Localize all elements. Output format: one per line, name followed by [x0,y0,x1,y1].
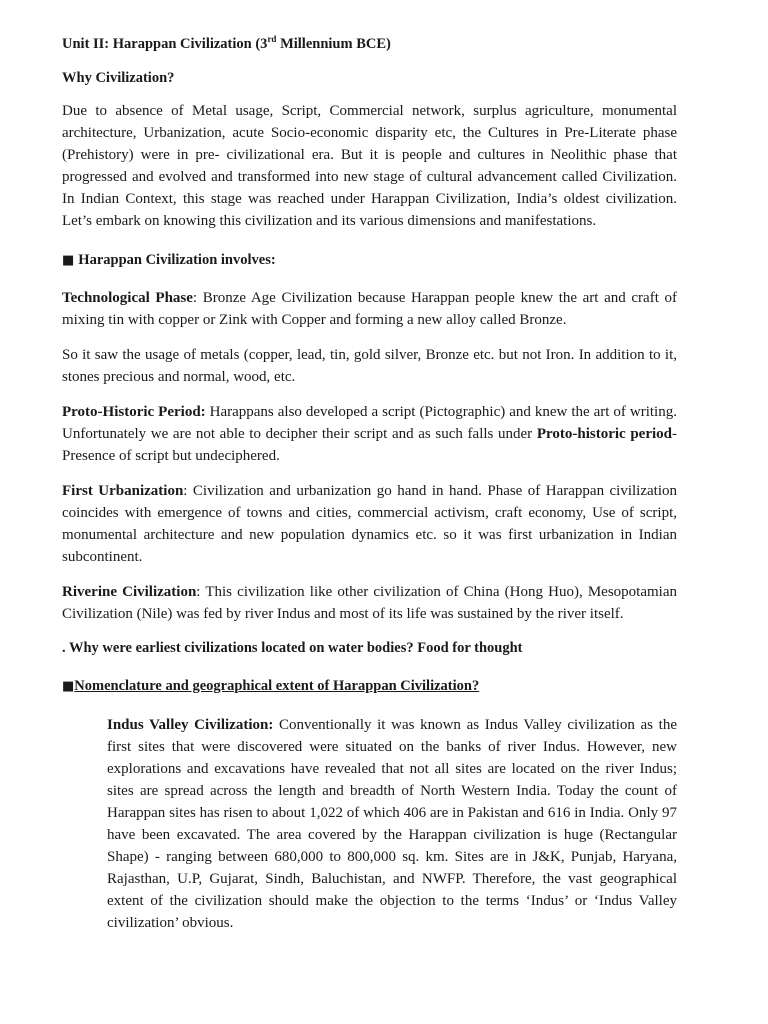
why-civilization-heading: Why Civilization? [62,70,175,86]
indus-valley-paragraph [62,714,677,934]
nomenclature-heading [62,676,677,697]
square-bullet-icon: ■ [62,253,75,268]
metals-paragraph: So it saw the usage of metals (copper, lead, tin, gold silver, Bronze etc. but not Iron. In addition to it, stones precious and normal, wood, etc. [62,347,677,385]
involves-heading [62,250,677,271]
riverine-text: : This civilization like other civilization of China (Hong Huo), Mesopotamian Civilization (Nile) was fed by river Indus and most of its life was sustained by the river itself. [62,584,677,622]
unit-title-suffix: Millennium BCE) [276,36,391,52]
square-bullet-icon: ■ [62,679,75,694]
involves-heading-text: Harappan Civilization involves: [78,252,276,268]
nomenclature-heading-text: Nomenclature and geographical extent of Harappan Civilization? [74,678,480,694]
proto-historic-period-term: Proto-historic period [536,426,672,442]
riverine-paragraph [62,581,677,625]
first-urbanization-text: : Civilization and urbanization go hand in hand. Phase of Harappan civilization coincides with emergence of towns and cities, commercial activism, craft economy, Use of script, monumental architecture and new population dynamics etc. so it was first urbanization in Indian subcontinent. [62,483,678,565]
food-for-thought: . Why were earliest civilizations located on water bodies? Food for thought [62,640,523,656]
proto-historic-paragraph [62,401,677,467]
technological-phase-text: : Bronze Age Civilization because Harappan people knew the art and craft of mixing tin with copper or Zink with Copper and forming a new alloy called Bronze. [62,290,677,328]
proto-historic-text-end: -Presence of script but undeciphered. [62,426,677,464]
first-urbanization-term: First Urbanization [62,483,184,499]
indus-valley-term: Indus Valley Civilization: [107,717,274,733]
proto-historic-term: Proto-Historic Period: [62,404,206,420]
first-urbanization-paragraph [62,480,677,568]
unit-title-superscript: rd [267,34,277,44]
intro-paragraph: Due to absence of Metal usage, Script, Commercial network, surplus agriculture, monumental architecture, Urbanization, acute Socio-economic disparity etc, the Cultures in Pre-Literate phase (Prehistory) were in pre- civilizational era. But it is people and cultures in Neolithic phase that progressed and evolved and transformed into new stage of cultural advancement called Civilization. In Indian Context, this stage was reached under Harappan Civilization, India’s oldest civilization. Let’s embark on knowing this civilization and its various dimensions and manifestations. [62,103,677,229]
technological-phase-term: Technological Phase [62,290,193,306]
riverine-term: Riverine Civilization [62,584,197,600]
unit-title [62,34,677,54]
technological-phase-paragraph [62,287,677,331]
unit-title-prefix: Unit II: Harappan Civilization (3 [62,36,268,52]
indus-valley-text: Conventionally it was known as Indus Valley civilization as the first sites that were discovered were situated on the banks of river Indus. However, new explorations and excavations have revealed that not all sites are located on the river Indus; sites are spread across the length and breadth of North Western India. Today the count of Harappan sites has risen to about 1,022 of which 406 are in Pakistan and 616 in India. Only 97 have been excavated. The area covered by the Harappan civilization is huge (Rectangular Shape) - ranging between 680,000 to 800,000 sq. km. Sites are in J&K, Punjab, Haryana, Rajasthan, U.P, Gujarat, Sindh, Baluchistan, and NWFP. Therefore, the vast geographical extent of the civilization should make the objection to the terms ‘Indus’ or ‘Indus Valley civilization’ obvious. [107,717,677,931]
proto-historic-text: Harappans also developed a script (Pictographic) and knew the art of writing. Unfortunately we are not able to decipher their script and as such falls under [62,404,677,442]
